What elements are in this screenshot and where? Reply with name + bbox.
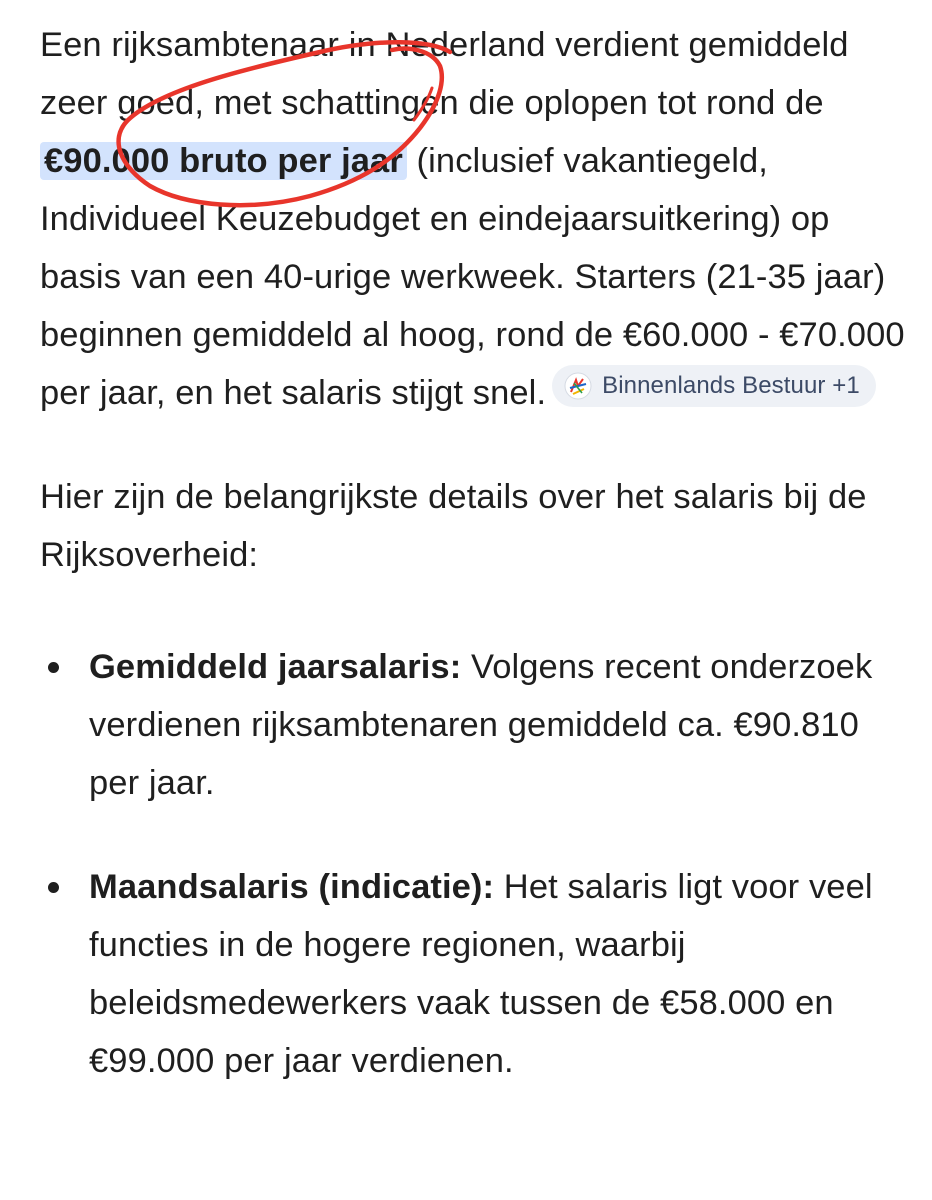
list-item-title: Gemiddeld jaarsalaris: — [89, 648, 462, 686]
salary-details-list — [40, 638, 910, 1090]
salary-highlight: €90.000 bruto per jaar — [40, 142, 407, 180]
binnenlands-bestuur-logo-icon — [564, 372, 592, 400]
source-chip[interactable] — [552, 365, 876, 407]
bullet-dot — [48, 662, 59, 673]
intro-text-before: Een rijksambtenaar in Nederland verdient gemiddeld zeer goed, met schattingen die oplopen tot rond de — [40, 26, 849, 122]
details-intro-paragraph: Hier zijn de belangrijkste details over het salaris bij de Rijksoverheid: — [40, 478, 867, 574]
list-item-text: Volgens recent onderzoek verdienen rijksambtenaren gemiddeld ca. €90.810 per jaar. — [89, 648, 873, 802]
intro-text-after: (inclusief vakantiegeld, Individueel Keuzebudget en eindejaarsuitkering) op basis van een 40-urige werkweek. Starters (21-35 jaar) beginnen gemiddeld al hoog, rond de €60.000 - €70.000 per jaar, en het salaris stijgt snel. — [40, 142, 905, 412]
bullet-dot — [48, 882, 59, 893]
list-item-title: Maandsalaris (indicatie): — [89, 868, 495, 906]
list-item-text: Het salaris ligt voor veel functies in de hogere regionen, waarbij beleidsmedewerkers vaak tussen de €58.000 en €99.000 per jaar verdienen. — [89, 868, 873, 1080]
intro-paragraph — [40, 16, 910, 422]
list-item — [40, 638, 910, 812]
list-item — [40, 858, 910, 1090]
answer-text — [40, 16, 910, 1136]
source-chip-label: Binnenlands Bestuur +1 — [602, 372, 860, 399]
